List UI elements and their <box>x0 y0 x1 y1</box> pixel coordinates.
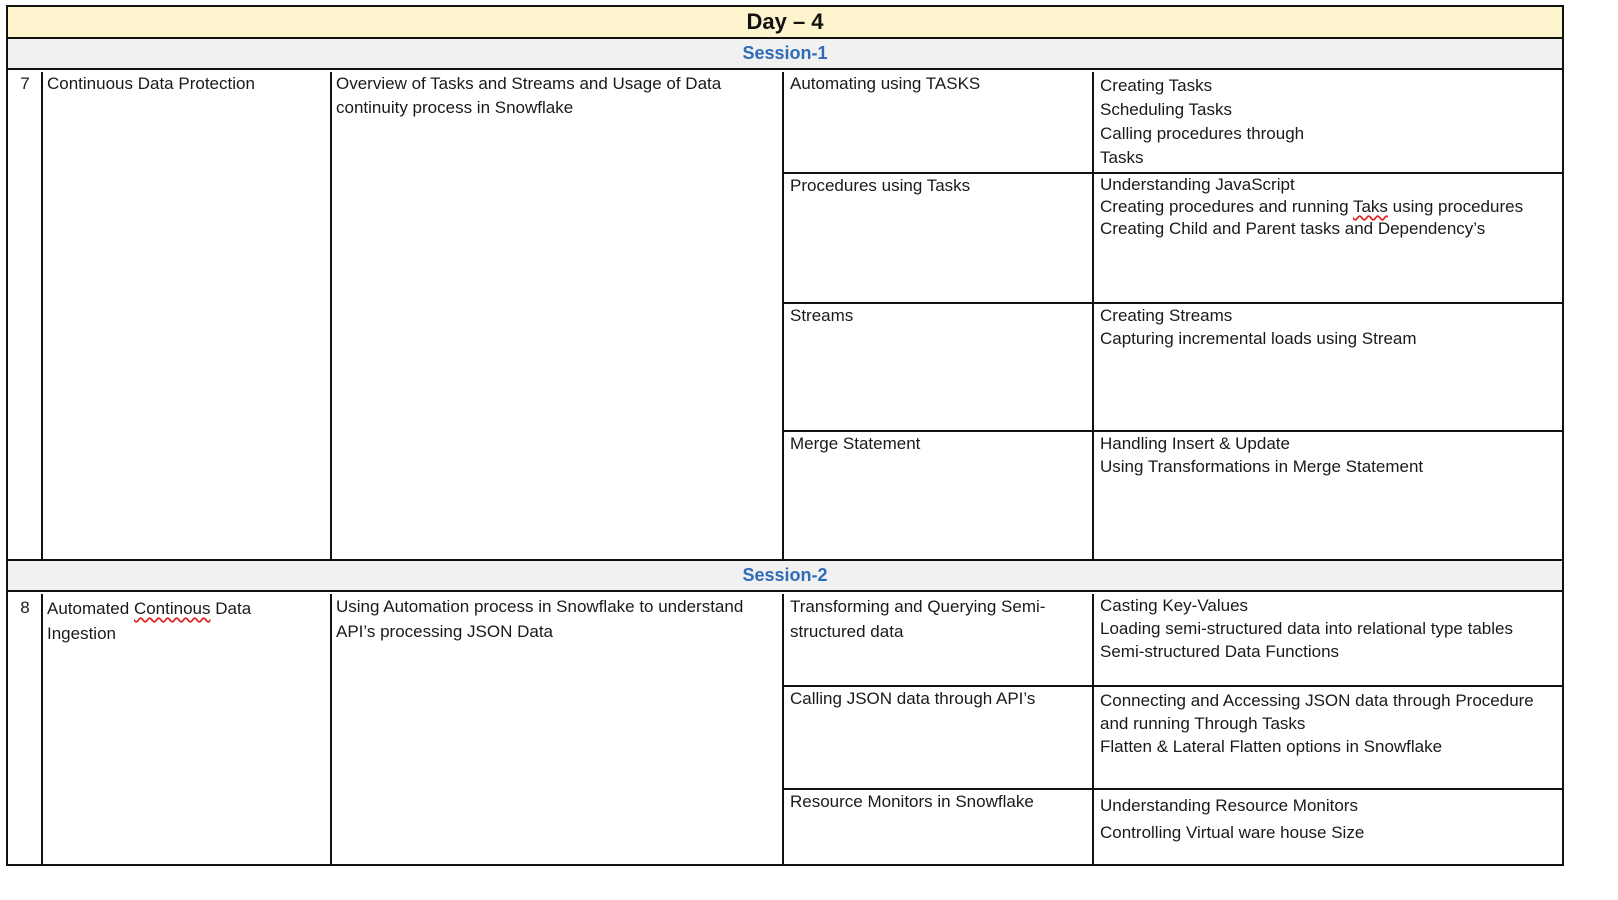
detail-line: Understanding JavaScript <box>1100 175 1295 194</box>
spellcheck-mark: Taks <box>1352 197 1388 216</box>
divider <box>782 72 784 560</box>
topic-title: Calling JSON data through API’s <box>790 689 1036 708</box>
detail-line: Semi-structured Data Functions <box>1100 642 1340 661</box>
topic-title <box>786 594 1045 644</box>
detail-line: Loading semi-structured data into relational type tables <box>1100 619 1513 638</box>
module-line <box>47 596 251 621</box>
module-line: Ingestion <box>47 624 116 643</box>
row-number: 8 <box>20 598 30 617</box>
module-overview <box>332 594 743 644</box>
divider <box>41 72 43 560</box>
curriculum-table <box>6 5 1564 866</box>
detail-line: Connecting and Accessing JSON data through Procedure <box>1100 691 1534 710</box>
spellcheck-mark: Continous <box>133 599 211 618</box>
detail-line: Creating procedures and running Taks using procedures <box>1100 197 1524 216</box>
divider <box>1092 72 1094 560</box>
overview-line: Using Automation process in Snowflake to understand <box>336 597 744 616</box>
topic-details <box>1096 432 1423 478</box>
detail-line: Tasks <box>1100 148 1144 167</box>
detail-line: Creating Tasks <box>1100 76 1213 95</box>
overview-line: API’s processing JSON Data <box>336 622 553 641</box>
session-1-header <box>8 39 1562 70</box>
detail-line: Controlling Virtual ware house Size <box>1100 823 1365 842</box>
row-number: 7 <box>20 74 30 93</box>
day-title: Day – 4 <box>746 9 824 34</box>
module-overview <box>332 72 721 120</box>
overview-line: continuity process in Snowflake <box>336 98 574 117</box>
detail-line: Capturing incremental loads using Stream <box>1100 329 1417 348</box>
topic-title: Merge Statement <box>790 434 921 453</box>
topic-details <box>1096 689 1534 758</box>
session-1-label: Session-1 <box>742 43 828 63</box>
table-bottom-border <box>6 864 1564 866</box>
divider <box>782 594 784 866</box>
topic-title: Streams <box>790 306 854 325</box>
detail-line: Creating Child and Parent tasks and Dependency’s <box>1100 219 1486 238</box>
topic-title: Automating using TASKS <box>790 74 981 93</box>
module-line-text: Automated Continous Data <box>47 599 252 618</box>
detail-line: Calling procedures through <box>1100 124 1305 143</box>
detail-line: Scheduling Tasks <box>1100 100 1232 119</box>
detail-line: Handling Insert & Update <box>1100 434 1290 453</box>
detail-line: Understanding Resource Monitors <box>1100 796 1358 815</box>
topic-title: Resource Monitors in Snowflake <box>790 792 1034 811</box>
topic-details <box>1096 594 1513 663</box>
module-name <box>43 596 251 646</box>
detail-line: and running Through Tasks <box>1100 714 1306 733</box>
detail-line: Flatten & Lateral Flatten options in Snowflake <box>1100 737 1443 756</box>
topic-title-line: structured data <box>790 622 904 641</box>
day-header <box>8 7 1562 39</box>
overview-line: Overview of Tasks and Streams and Usage of Data <box>336 74 722 93</box>
topic-details <box>1096 74 1304 170</box>
detail-line: Casting Key-Values <box>1100 596 1249 615</box>
detail-line: Creating Streams <box>1100 306 1233 325</box>
session-2-header <box>8 561 1562 592</box>
module-name: Continuous Data Protection <box>47 74 255 93</box>
topic-details <box>1096 174 1523 240</box>
session-2-label: Session-2 <box>742 565 828 585</box>
topic-details <box>1096 304 1417 350</box>
detail-line: Using Transformations in Merge Statement <box>1100 457 1424 476</box>
topic-title-line: Transforming and Querying Semi- <box>790 597 1046 616</box>
topic-details <box>1096 792 1364 846</box>
divider <box>330 72 332 560</box>
divider <box>1092 594 1094 866</box>
topic-title: Procedures using Tasks <box>790 176 971 195</box>
